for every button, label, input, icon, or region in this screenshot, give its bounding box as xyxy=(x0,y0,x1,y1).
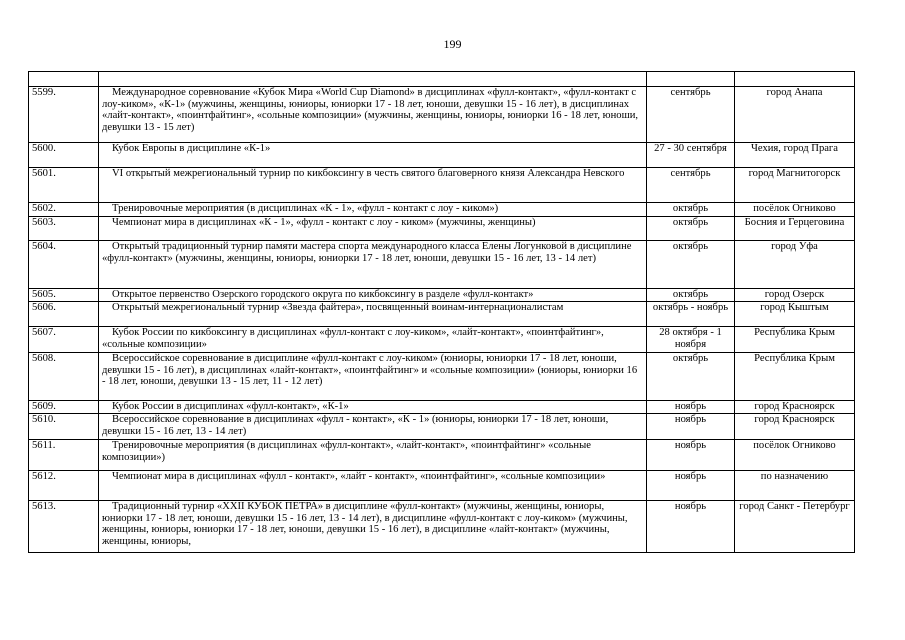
event-name-cell: VI открытый межрегиональный турнир по кикбоксингу в честь святого благоверного князя Александра Невского xyxy=(99,168,647,203)
event-date-cell: ноябрь xyxy=(647,471,735,501)
event-place-cell: посёлок Огниково xyxy=(735,203,855,217)
table-row xyxy=(29,302,855,327)
event-date-cell: ноябрь xyxy=(647,440,735,471)
table-row xyxy=(29,241,855,289)
event-date-cell: 27 - 30 сентября xyxy=(647,143,735,168)
event-number-cell: 5612. xyxy=(29,471,99,501)
event-place-cell: город Озерск xyxy=(735,289,855,302)
event-number-cell: 5605. xyxy=(29,289,99,302)
event-place-cell: город Красноярск xyxy=(735,401,855,414)
event-place-cell: город Санкт - Петербург xyxy=(735,501,855,553)
event-name-cell: Традиционный турнир «XXII КУБОК ПЕТРА» в дисциплине «фулл-контакт» (мужчины, женщины, юниоры, юниорки 17 - 18 лет, юноши, девушки 15 - 16 лет, 13 - 14 лет), в дисциплине «фулл-контакт с лоу-киком» (мужчины, женщины, юниоры, юниорки 17 - 18 лет, юноши, девушки 15 - 16 лет), в дисциплине «лайт-контакт» (мужчины, женщины, юниоры, xyxy=(99,501,647,553)
event-name-cell: Открытый межрегиональный турнир «Звезда файтера», посвященный воинам-интернационалистам xyxy=(99,302,647,327)
event-name-cell: Всероссийское соревнование в дисциплинах «фулл - контакт», «К - 1» (юниоры, юниорки 17 - 18 лет, юноши, девушки 15 - 16 лет, 13 - 14 лет) xyxy=(99,414,647,440)
table-row xyxy=(29,143,855,168)
table-row xyxy=(29,289,855,302)
event-place-cell: город Кыштым xyxy=(735,302,855,327)
table-row xyxy=(29,327,855,353)
event-place-cell: город Анапа xyxy=(735,87,855,143)
events-table-body xyxy=(29,72,855,553)
event-name-cell: Тренировочные мероприятия (в дисциплинах «К - 1», «фулл - контакт с лоу - киком») xyxy=(99,203,647,217)
header-cell-number xyxy=(29,72,99,87)
event-date-cell: октябрь xyxy=(647,217,735,241)
event-number-cell: 5610. xyxy=(29,414,99,440)
event-place-cell: город Красноярск xyxy=(735,414,855,440)
event-number-cell: 5606. xyxy=(29,302,99,327)
event-name-cell: Международное соревнование «Кубок Мира «World Cup Diamond» в дисциплинах «фулл-контакт», «фулл-контакт с лоу-киком», «К-1» (мужчины, женщины, юниоры, юниорки 17 - 18 лет, юноши, девушки 15 - 16 лет), в дисциплинах «лайт-контакт», «поинтфайтинг», «сольные композиции» (мужчины, женщины, юниоры, юниорки 16 - 18 лет, юноши, девушки 13 - 15 лет) xyxy=(99,87,647,143)
event-place-cell: Республика Крым xyxy=(735,327,855,353)
event-date-cell: ноябрь xyxy=(647,501,735,553)
event-date-cell: октябрь xyxy=(647,203,735,217)
table-row xyxy=(29,401,855,414)
event-name-cell: Кубок России по кикбоксингу в дисциплинах «фулл-контакт с лоу-киком», «лайт-контакт», «поинтфайтинг», «сольные композиции» xyxy=(99,327,647,353)
event-number-cell: 5601. xyxy=(29,168,99,203)
event-name-cell: Открытый традиционный турнир памяти мастера спорта международного класса Елены Логунковой в дисциплине «фулл-контакт» (мужчины, женщины, юниоры, юниорки 17 - 18 лет, юноши, девушки 15 - 16 лет, 13 - 14 лет) xyxy=(99,241,647,289)
event-date-cell: октябрь xyxy=(647,241,735,289)
event-place-cell: по назначению xyxy=(735,471,855,501)
table-row xyxy=(29,501,855,553)
event-place-cell: Босния и Герцеговина xyxy=(735,217,855,241)
event-number-cell: 5607. xyxy=(29,327,99,353)
event-place-cell: город Магнитогорск xyxy=(735,168,855,203)
table-row xyxy=(29,217,855,241)
event-name-cell: Всероссийское соревнование в дисциплине «фулл-контакт с лоу-киком» (юниоры, юниорки 17 - 18 лет, юноши, девушки 15 - 16 лет), в дисциплинах «лайт-контакт», «поинтфайтинг» и «сольные композиции» (юниоры, юниорки 16 - 18 лет, юноши, девушки 13 - 15 лет, 11 - 12 лет) xyxy=(99,353,647,401)
table-row xyxy=(29,440,855,471)
header-cell-place xyxy=(735,72,855,87)
event-place-cell: Чехия, город Прага xyxy=(735,143,855,168)
table-row xyxy=(29,168,855,203)
event-name-cell: Кубок России в дисциплинах «фулл-контакт», «К-1» xyxy=(99,401,647,414)
event-date-cell: октябрь xyxy=(647,289,735,302)
event-number-cell: 5609. xyxy=(29,401,99,414)
table-row xyxy=(29,471,855,501)
event-place-cell: город Уфа xyxy=(735,241,855,289)
event-number-cell: 5608. xyxy=(29,353,99,401)
event-date-cell: ноябрь xyxy=(647,414,735,440)
table-row xyxy=(29,353,855,401)
page-number: 199 xyxy=(443,37,462,51)
event-name-cell: Чемпионат мира в дисциплинах «К - 1», «фулл - контакт с лоу - киком» (мужчины, женщины) xyxy=(99,217,647,241)
event-date-cell: 28 октября - 1 ноября xyxy=(647,327,735,353)
event-date-cell: сентябрь xyxy=(647,87,735,143)
event-name-cell: Открытое первенство Озерского городского округа по кикбоксингу в разделе «фулл-контакт» xyxy=(99,289,647,302)
event-name-cell: Тренировочные мероприятия (в дисциплинах «фулл-контакт», «лайт-контакт», «поинтфайтинг» «сольные композиции») xyxy=(99,440,647,471)
table-row xyxy=(29,414,855,440)
header-cell-name xyxy=(99,72,647,87)
event-number-cell: 5613. xyxy=(29,501,99,553)
table-row xyxy=(29,87,855,143)
event-number-cell: 5611. xyxy=(29,440,99,471)
event-number-cell: 5603. xyxy=(29,217,99,241)
event-number-cell: 5599. xyxy=(29,87,99,143)
event-name-cell: Чемпионат мира в дисциплинах «фулл - контакт», «лайт - контакт», «поинтфайтинг», «сольные композиции» xyxy=(99,471,647,501)
event-place-cell: посёлок Огниково xyxy=(735,440,855,471)
header-cell-date xyxy=(647,72,735,87)
events-table xyxy=(28,71,855,553)
event-number-cell: 5602. xyxy=(29,203,99,217)
event-date-cell: сентябрь xyxy=(647,168,735,203)
table-row xyxy=(29,203,855,217)
event-name-cell: Кубок Европы в дисциплине «К-1» xyxy=(99,143,647,168)
event-date-cell: октябрь xyxy=(647,353,735,401)
event-number-cell: 5604. xyxy=(29,241,99,289)
table-header-row xyxy=(29,72,855,87)
event-date-cell: ноябрь xyxy=(647,401,735,414)
event-date-cell: октябрь - ноябрь xyxy=(647,302,735,327)
event-number-cell: 5600. xyxy=(29,143,99,168)
event-place-cell: Республика Крым xyxy=(735,353,855,401)
